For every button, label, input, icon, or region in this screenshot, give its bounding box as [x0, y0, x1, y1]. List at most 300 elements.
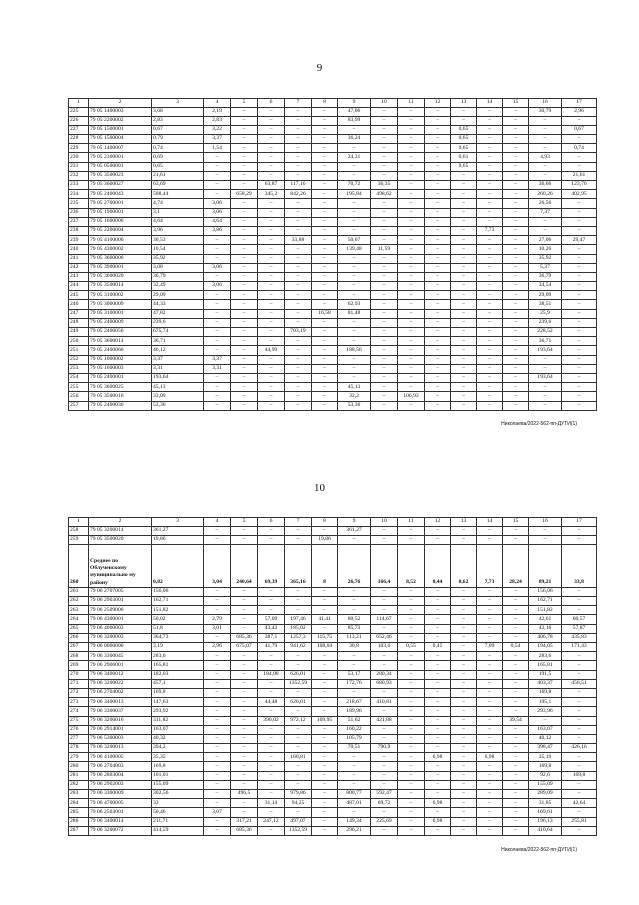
table-cell: –: [425, 328, 451, 337]
table-cell: –: [451, 652, 477, 661]
table-cell: –: [285, 771, 312, 780]
table-cell: –: [425, 744, 451, 753]
data-table: [68, 517, 597, 836]
table-row: [69, 254, 597, 263]
table-cell: 79 05 4300002: [89, 245, 152, 254]
table-cell: 282: [69, 780, 89, 789]
table-cell: –: [477, 245, 503, 254]
table-cell: 0,79: [152, 135, 204, 144]
table-cell: –: [503, 734, 529, 743]
table-cell: –: [477, 633, 503, 642]
table-cell: –: [285, 125, 312, 134]
table-cell: –: [338, 217, 371, 226]
table-cell: 79 06 3300009: [89, 790, 152, 799]
table-cell: –: [312, 300, 338, 309]
table-cell: 5,37: [529, 263, 562, 272]
table-cell: –: [477, 346, 503, 355]
table-cell: –: [562, 162, 597, 171]
table-cell: –: [451, 771, 477, 780]
table-cell: –: [451, 107, 477, 116]
table-cell: –: [503, 817, 529, 826]
table-cell: –: [503, 373, 529, 382]
table-cell: –: [398, 698, 425, 707]
table-cell: –: [371, 135, 398, 144]
table-cell: 195,84: [338, 190, 371, 199]
table-cell: 508,44: [152, 190, 204, 199]
table-cell: –: [477, 716, 503, 725]
table-cell: –: [451, 171, 477, 180]
table-cell: –: [398, 790, 425, 799]
column-header: 1: [69, 518, 89, 527]
table-cell: 24,31: [338, 153, 371, 162]
table-cell: –: [503, 633, 529, 642]
table-cell: –: [371, 753, 398, 762]
table-cell: –: [285, 263, 312, 272]
table-cell: –: [503, 826, 529, 835]
table-cell: –: [477, 291, 503, 300]
table-cell: 57,87: [562, 624, 597, 633]
table-cell: –: [425, 716, 451, 725]
table-cell: –: [204, 725, 231, 734]
table-cell: –: [503, 272, 529, 281]
table-cell: 162,71: [529, 597, 562, 606]
table-cell: –: [338, 535, 371, 544]
table-cell: –: [371, 144, 398, 153]
table-cell: 79 05 2400001: [89, 373, 152, 382]
table-cell: –: [477, 698, 503, 707]
table-cell: –: [312, 780, 338, 789]
table-cell: 35,35: [152, 753, 204, 762]
table-cell: –: [258, 688, 285, 697]
table-cell: –: [425, 725, 451, 734]
table-cell: –: [398, 263, 425, 272]
table-cell: –: [562, 670, 597, 679]
table-cell: –: [425, 670, 451, 679]
table-cell: –: [451, 633, 477, 642]
table-cell: –: [258, 254, 285, 263]
table-cell: 33: [152, 799, 204, 808]
table-cell: –: [398, 679, 425, 688]
table-cell: –: [371, 226, 398, 235]
table-cell: –: [562, 401, 597, 410]
table-cell: –: [562, 226, 597, 235]
table-cell: –: [338, 355, 371, 364]
table-cell: –: [371, 263, 398, 272]
table-cell: 4,93: [529, 153, 562, 162]
table-cell: –: [529, 716, 562, 725]
table-cell: 285: [69, 808, 89, 817]
table-cell: –: [477, 337, 503, 346]
table-cell: –: [231, 300, 258, 309]
table-cell: 286: [69, 817, 89, 826]
table-cell: –: [231, 624, 258, 633]
table-cell: –: [451, 263, 477, 272]
table-cell: 279: [69, 753, 89, 762]
table-cell: –: [258, 606, 285, 615]
table-cell: 3,1: [152, 208, 204, 217]
table-row: [69, 615, 597, 624]
table-cell: –: [503, 597, 529, 606]
table-cell: –: [231, 688, 258, 697]
table-cell: 79 05 1900001: [89, 208, 152, 217]
table-cell: 53,36: [338, 401, 371, 410]
table-cell: –: [562, 337, 597, 346]
table-cell: –: [451, 337, 477, 346]
table-cell: –: [285, 144, 312, 153]
table-cell: –: [338, 373, 371, 382]
table-row: [69, 217, 597, 226]
table-cell: 43,42: [258, 624, 285, 633]
table-cell: –: [285, 401, 312, 410]
table-cell: –: [562, 199, 597, 208]
table-row: [69, 199, 597, 208]
table-cell: –: [338, 661, 371, 670]
table-cell: –: [285, 725, 312, 734]
table-cell: –: [258, 826, 285, 835]
table-cell: –: [451, 688, 477, 697]
table-cell: 4,64: [152, 217, 204, 226]
table-cell: –: [312, 291, 338, 300]
table-cell: –: [451, 181, 477, 190]
table-cell: –: [451, 199, 477, 208]
table-cell: –: [451, 826, 477, 835]
table-cell: –: [562, 698, 597, 707]
table-cell: –: [312, 226, 338, 235]
table-row: [69, 688, 597, 697]
table-cell: –: [477, 107, 503, 116]
table-cell: 79 06 2906001: [89, 661, 152, 670]
table-cell: 147,63: [152, 698, 204, 707]
table-cell: 652,46: [371, 633, 398, 642]
table-row: [69, 318, 597, 327]
table-cell: –: [398, 190, 425, 199]
table-cell: –: [338, 771, 371, 780]
table-cell: –: [204, 652, 231, 661]
table-cell: 3,06: [204, 263, 231, 272]
table-cell: –: [204, 753, 231, 762]
table-cell: 79 05 3500016: [89, 392, 152, 401]
table-cell: –: [451, 698, 477, 707]
table-cell: –: [451, 236, 477, 245]
table-cell: –: [451, 526, 477, 535]
table-cell: –: [398, 688, 425, 697]
table-cell: 108,04: [312, 643, 338, 652]
table-cell: –: [258, 236, 285, 245]
table-cell: 53,36: [152, 401, 204, 410]
table-cell: 79 06 3200016: [89, 716, 152, 725]
table-cell: –: [503, 401, 529, 410]
table-cell: –: [371, 272, 398, 281]
table-cell: –: [204, 392, 231, 401]
column-header: 7: [285, 518, 312, 527]
table-cell: –: [451, 535, 477, 544]
table-cell: 79 06 2503001: [89, 808, 152, 817]
table-cell: –: [529, 401, 562, 410]
table-cell: –: [285, 392, 312, 401]
table-cell: 260: [69, 544, 89, 587]
table-cell: –: [503, 171, 529, 180]
table-cell: 972,12: [285, 716, 312, 725]
table-cell: –: [503, 661, 529, 670]
table-cell: –: [371, 725, 398, 734]
table-cell: 457,1: [152, 679, 204, 688]
table-cell: 283,6: [152, 652, 204, 661]
table-cell: –: [231, 526, 258, 535]
table-cell: 151,82: [529, 606, 562, 615]
table-cell: 41,79: [258, 643, 285, 652]
table-cell: 197,46: [285, 615, 312, 624]
table-row: [69, 716, 597, 725]
table-cell: –: [258, 116, 285, 125]
table-cell: –: [477, 606, 503, 615]
table-cell: –: [477, 364, 503, 373]
table-cell: –: [529, 135, 562, 144]
table-cell: –: [477, 734, 503, 743]
table-cell: 19,86: [152, 535, 204, 544]
table-cell: –: [398, 597, 425, 606]
column-header: 7: [285, 99, 312, 108]
table-cell: –: [562, 790, 597, 799]
table-cell: –: [204, 181, 231, 190]
table-cell: –: [451, 725, 477, 734]
table-cell: –: [451, 597, 477, 606]
table-cell: –: [425, 679, 451, 688]
table-cell: 32,2: [338, 392, 371, 401]
table-cell: –: [258, 771, 285, 780]
table-cell: –: [451, 392, 477, 401]
table-cell: 25,9: [529, 309, 562, 318]
table-cell: 426,16: [562, 744, 597, 753]
table-cell: 270: [69, 670, 89, 679]
table-cell: –: [258, 762, 285, 771]
table-cell: –: [529, 383, 562, 392]
column-header: 10: [371, 99, 398, 108]
table-cell: –: [371, 526, 398, 535]
table-cell: –: [231, 698, 258, 707]
table-cell: –: [204, 679, 231, 688]
table-cell: –: [312, 107, 338, 116]
table-cell: 247: [69, 309, 89, 318]
table-cell: –: [285, 734, 312, 743]
table-cell: 1352,59: [285, 679, 312, 688]
table-cell: 79 06 4100005: [89, 753, 152, 762]
table-cell: –: [503, 707, 529, 716]
table-cell: –: [503, 116, 529, 125]
table-cell: 169,8: [529, 762, 562, 771]
table-cell: 195,1: [529, 698, 562, 707]
table-cell: 0,65: [152, 162, 204, 171]
table-cell: –: [338, 199, 371, 208]
table-row: [69, 162, 597, 171]
table-cell: 238: [69, 226, 89, 235]
table-cell: –: [562, 355, 597, 364]
table-cell: –: [562, 291, 597, 300]
table-cell: –: [398, 318, 425, 327]
table-cell: 79 05 3600027: [89, 181, 152, 190]
table-cell: –: [371, 328, 398, 337]
table-cell: –: [338, 263, 371, 272]
table-cell: 26,56: [529, 199, 562, 208]
table-cell: –: [338, 208, 371, 217]
table-cell: –: [398, 535, 425, 544]
table-cell: –: [204, 190, 231, 199]
table-cell: –: [371, 153, 398, 162]
table-cell: Среднее по Облученскому муниципально му району: [89, 544, 152, 587]
table-cell: –: [425, 734, 451, 743]
table-cell: –: [285, 226, 312, 235]
table-cell: 79 05 3500023: [89, 171, 152, 180]
table-cell: 241: [69, 254, 89, 263]
table-cell: –: [312, 725, 338, 734]
table-cell: –: [371, 282, 398, 291]
table-cell: –: [204, 698, 231, 707]
table-cell: 0,67: [152, 125, 204, 134]
table-cell: –: [529, 171, 562, 180]
table-cell: –: [425, 346, 451, 355]
table-cell: –: [477, 217, 503, 226]
table-cell: –: [398, 725, 425, 734]
table-cell: –: [562, 254, 597, 263]
table-cell: 79 06 2704003: [89, 762, 152, 771]
document-footer: Николаева/2022-562-пп-ДУТИ(1): [501, 421, 577, 427]
table-cell: –: [503, 263, 529, 272]
table-cell: –: [425, 135, 451, 144]
table-row: [69, 597, 597, 606]
table-cell: –: [258, 263, 285, 272]
table-cell: 79 05 3600020: [89, 272, 152, 281]
table-row: [69, 790, 597, 799]
table-cell: –: [231, 162, 258, 171]
column-header: 10: [371, 518, 398, 527]
table-cell: –: [204, 771, 231, 780]
table-cell: –: [425, 373, 451, 382]
column-header: 14: [477, 518, 503, 527]
table-cell: –: [285, 153, 312, 162]
table-cell: 50,02: [152, 615, 204, 624]
table-cell: –: [312, 328, 338, 337]
table-cell: 1257,3: [285, 633, 312, 642]
table-cell: –: [285, 162, 312, 171]
table-cell: 44,33: [152, 300, 204, 309]
table-cell: 4,64: [204, 217, 231, 226]
table-cell: 251: [69, 346, 89, 355]
table-cell: –: [338, 272, 371, 281]
table-cell: –: [562, 725, 597, 734]
table-cell: 155,09: [152, 780, 204, 789]
table-row: [69, 526, 597, 535]
column-header: 11: [398, 99, 425, 108]
table-cell: –: [503, 744, 529, 753]
table-cell: –: [285, 364, 312, 373]
table-cell: –: [503, 328, 529, 337]
table-cell: 171,43: [562, 643, 597, 652]
table-cell: 11,59: [371, 245, 398, 254]
table-cell: 6,98: [425, 817, 451, 826]
table-cell: –: [451, 401, 477, 410]
table-row: [69, 725, 597, 734]
table-cell: 790,9: [371, 744, 398, 753]
table-cell: 79 05 3000009: [89, 300, 152, 309]
table-cell: 3,22: [204, 125, 231, 134]
table-cell: –: [371, 808, 398, 817]
table-cell: –: [398, 245, 425, 254]
table-cell: –: [204, 162, 231, 171]
table-cell: 311,82: [152, 716, 204, 725]
table-cell: –: [477, 162, 503, 171]
table-cell: –: [503, 698, 529, 707]
table-cell: 800,77: [338, 790, 371, 799]
table-cell: –: [285, 780, 312, 789]
table-cell: 487,01: [338, 799, 371, 808]
table-cell: –: [285, 300, 312, 309]
table-cell: –: [204, 817, 231, 826]
table-cell: –: [285, 107, 312, 116]
table-cell: 40,32: [152, 734, 204, 743]
table-cell: 3,06: [204, 208, 231, 217]
column-header: 3: [152, 99, 204, 108]
column-header: 12: [425, 518, 451, 527]
table-cell: 260,26: [529, 190, 562, 199]
table-cell: 42,64: [562, 799, 597, 808]
table-cell: –: [398, 383, 425, 392]
table-cell: 390,02: [258, 716, 285, 725]
table-cell: 79 05 3600014: [89, 337, 152, 346]
table-cell: 188,56: [338, 346, 371, 355]
table-cell: –: [204, 328, 231, 337]
table-cell: 31,14: [258, 799, 285, 808]
table-cell: –: [503, 162, 529, 171]
table-cell: –: [371, 383, 398, 392]
table-cell: 233: [69, 181, 89, 190]
table-cell: 211,71: [152, 817, 204, 826]
column-header: 13: [451, 99, 477, 108]
table-cell: –: [503, 652, 529, 661]
table-cell: –: [204, 707, 231, 716]
table-cell: –: [562, 135, 597, 144]
table-cell: –: [477, 263, 503, 272]
table-cell: –: [312, 790, 338, 799]
table-cell: –: [562, 808, 597, 817]
table-cell: –: [312, 263, 338, 272]
table-cell: 235: [69, 199, 89, 208]
table-cell: –: [371, 364, 398, 373]
table-cell: –: [204, 337, 231, 346]
table-cell: 79 05 3100001: [89, 309, 152, 318]
table-cell: 2,96: [204, 643, 231, 652]
table-cell: –: [425, 199, 451, 208]
table-cell: –: [503, 799, 529, 808]
table-cell: –: [477, 355, 503, 364]
table-cell: –: [231, 725, 258, 734]
table-cell: –: [425, 597, 451, 606]
table-cell: –: [285, 707, 312, 716]
table-cell: –: [312, 171, 338, 180]
table-cell: 28,24: [503, 544, 529, 587]
table-cell: –: [338, 162, 371, 171]
table-cell: 79 06 3200003: [89, 633, 152, 642]
table-cell: 169,8: [529, 688, 562, 697]
table-cell: 113,21: [338, 633, 371, 642]
table-cell: –: [477, 652, 503, 661]
table-cell: 47,82: [152, 309, 204, 318]
table-cell: –: [425, 606, 451, 615]
table-cell: –: [503, 771, 529, 780]
table-cell: 32,49: [152, 282, 204, 291]
table-cell: –: [371, 535, 398, 544]
table-row: [69, 808, 597, 817]
table-cell: 281: [69, 771, 89, 780]
table-cell: –: [562, 116, 597, 125]
